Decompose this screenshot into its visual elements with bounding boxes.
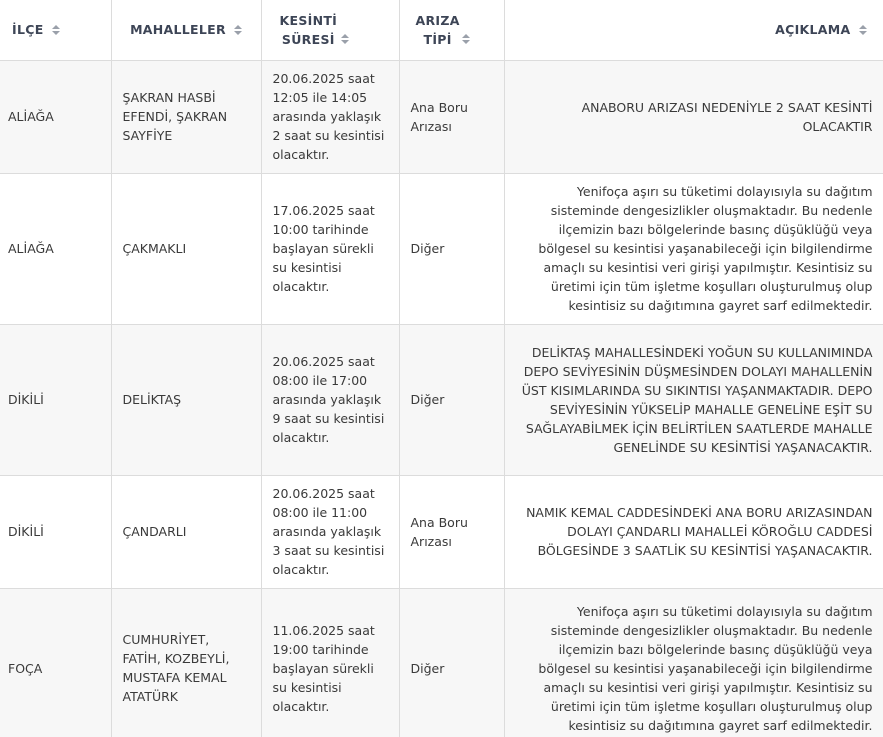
cell-fault-type: Diğer [399, 324, 504, 475]
column-header-label-line1: KESİNTİ [279, 12, 338, 28]
cell-duration: 20.06.2025 saat 08:00 ile 17:00 arasında yaklaşık 9 saat su kesintisi olacaktır. [261, 324, 399, 475]
cell-district: DİKİLİ [0, 475, 111, 588]
table-row [0, 475, 883, 588]
cell-neighborhoods: ŞAKRAN HASBİ EFENDİ, ŞAKRAN SAYFİYE [111, 60, 261, 173]
column-header-label [416, 11, 460, 49]
cell-fault-type: Diğer [399, 173, 504, 324]
sort-updown-icon[interactable] [462, 33, 470, 45]
cell-neighborhoods: ÇAKMAKLI [111, 173, 261, 324]
cell-district: FOÇA [0, 588, 111, 737]
column-header-label: MAHALLELER [130, 22, 226, 38]
table-header [0, 0, 883, 60]
cell-neighborhoods: ÇANDARLI [111, 475, 261, 588]
cell-description: Yenifoça aşırı su tüketimi dolayısıyla su dağıtım sisteminde dengesizlikler oluşmaktadır. Bu nedenle ilçemizin bazı bölgelerinde basınç düşüklüğü veya bölgesel su kesintisi yaşanabileceği için bilgilendirme amaçlı su kesintisi veri girişi yapılmıştır. Kesintisiz su üretimi için tüm işletme koşulları oluşturulmuş olup kesintisiz su dağıtımına gayret sarf edilmektedir. [504, 588, 883, 737]
cell-duration: 11.06.2025 saat 19:00 tarihinde başlayan sürekli su kesintisi olacaktır. [261, 588, 399, 737]
sort-updown-icon[interactable] [341, 33, 349, 45]
cell-district: DİKİLİ [0, 324, 111, 475]
column-header-neighborhoods[interactable] [111, 0, 261, 60]
cell-duration: 20.06.2025 saat 12:05 ile 14:05 arasında yaklaşık 2 saat su kesintisi olacaktır. [261, 60, 399, 173]
column-header-label-line2: SÜRESİ [281, 31, 335, 47]
sort-updown-icon[interactable] [859, 24, 867, 36]
sort-updown-icon[interactable] [234, 24, 242, 36]
cell-neighborhoods: CUMHURİYET, FATİH, KOZBEYLİ, MUSTAFA KEMAL ATATÜRK [111, 588, 261, 737]
table-body [0, 60, 883, 737]
column-header-label: İLÇE [12, 22, 44, 38]
cell-district: ALİAĞA [0, 60, 111, 173]
cell-district: ALİAĞA [0, 173, 111, 324]
cell-fault-type: Ana Boru Arızası [399, 60, 504, 173]
table-row [0, 173, 883, 324]
column-header-duration[interactable] [261, 0, 399, 60]
table-row [0, 324, 883, 475]
cell-neighborhoods: DELİKTAŞ [111, 324, 261, 475]
cell-description: NAMIK KEMAL CADDESİNDEKİ ANA BORU ARIZASINDAN DOLAYI ÇANDARLI MAHALLEİ KÖROĞLU CADDESİ BÖLGESİNDE 3 SAATLİK SU KESİNTİSİ YAŞANACAKTIR. [504, 475, 883, 588]
cell-description: Yenifoça aşırı su tüketimi dolayısıyla su dağıtım sisteminde dengesizlikler oluşmaktadır. Bu nedenle ilçemizin bazı bölgelerinde basınç düşüklüğü veya bölgesel su kesintisi yaşanabileceği için bilgilendirme amaçlı su kesintisi veri girişi yapılmıştır. Kesintisiz su üretimi için tüm işletme koşulları oluşturulmuş olup kesintisiz su dağıtımına gayret sarf edilmektedir. [504, 173, 883, 324]
table-row [0, 588, 883, 737]
table-row [0, 60, 883, 173]
cell-duration: 20.06.2025 saat 08:00 ile 11:00 arasında yaklaşık 3 saat su kesintisi olacaktır. [261, 475, 399, 588]
sort-updown-icon[interactable] [52, 24, 60, 36]
column-header-district[interactable] [0, 0, 111, 60]
column-header-label-line1: ARIZA [415, 12, 460, 28]
cell-duration: 17.06.2025 saat 10:00 tarihinde başlayan sürekli su kesintisi olacaktır. [261, 173, 399, 324]
column-header-fault-type[interactable] [399, 0, 504, 60]
cell-fault-type: Diğer [399, 588, 504, 737]
column-header-description[interactable] [504, 0, 883, 60]
cell-fault-type: Ana Boru Arızası [399, 475, 504, 588]
column-header-label: AÇIKLAMA [775, 22, 851, 38]
cell-description: DELİKTAŞ MAHALLESİNDEKİ YOĞUN SU KULLANIMINDA DEPO SEVİYESİNİN DÜŞMESİNDEN DOLAYI MAHALLENİN ÜST KISIMLARINDA SU SIKINTISI YAŞANMAKTADIR. DEPO SEVİYESİNİN YÜKSELİP MAHALLE GENELİNE EŞİT SU SAĞLAYABİLMEK İÇİN BELİRTİLEN SAATLERDE MAHALLE GENELİNDE SU KESİNTİSİ YAŞANACAKTIR. [504, 324, 883, 475]
cell-description: ANABORU ARIZASI NEDENİYLE 2 SAAT KESİNTİ OLACAKTIR [504, 60, 883, 173]
column-header-label [280, 11, 338, 49]
column-header-label-line2: TİPİ [423, 31, 452, 47]
